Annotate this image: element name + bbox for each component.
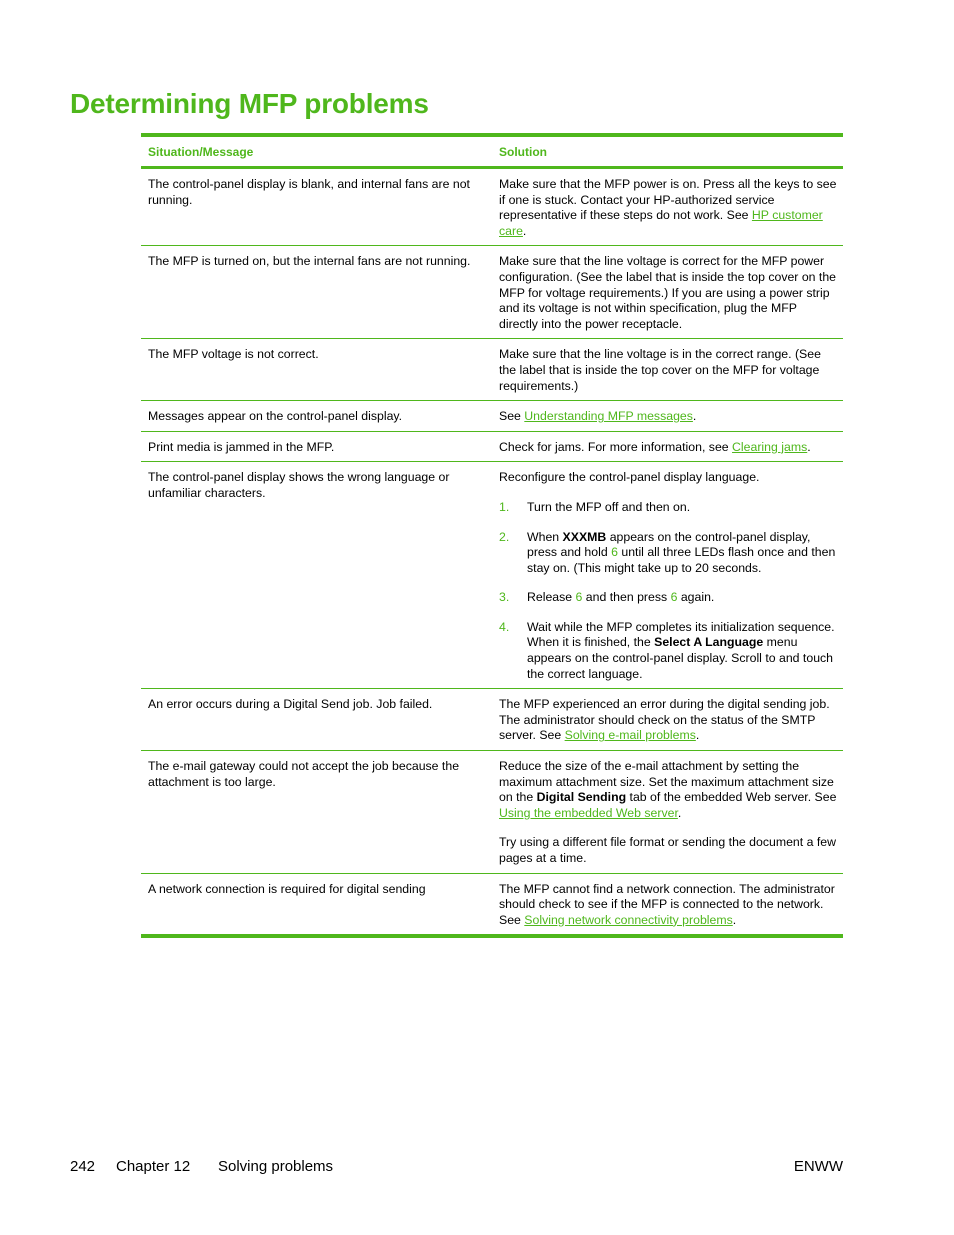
page-footer bbox=[70, 1158, 843, 1175]
table-header bbox=[141, 137, 843, 168]
situation-cell: Messages appear on the control-panel display. bbox=[148, 409, 403, 424]
steps-list bbox=[499, 500, 838, 682]
step-text bbox=[527, 590, 838, 606]
step-number: 1. bbox=[499, 499, 510, 514]
solution-text: Reduce the size of the e-mail attachment by setting the maximum attachment size. Set the maximum attachment size on the bbox=[499, 759, 834, 805]
step-number: 4. bbox=[499, 619, 510, 634]
solution-cell: Make sure that the line voltage is correct for the MFP power configuration. (See the label that is inside the top cover on the MFP for voltage requirements.) If you are using a power strip and its voltage is not within specification, plug the MFP directly into the power receptacle. bbox=[499, 254, 837, 331]
key-six: 6 bbox=[670, 590, 678, 605]
step-number: 2. bbox=[499, 529, 510, 544]
hp-customer-care-link[interactable]: HP customer care bbox=[499, 208, 823, 238]
step-text-part: until all three LEDs flash once and then stay on. (This might take up to 20 seconds. bbox=[527, 545, 836, 575]
solution-text: . bbox=[692, 409, 697, 424]
step-text-part: menu appears on the control-panel display. Scroll to and touch the correct language. bbox=[527, 635, 834, 681]
step-text bbox=[527, 530, 838, 577]
situation-cell: The MFP voltage is not correct. bbox=[148, 347, 319, 362]
situation-cell: The control-panel display is blank, and internal fans are not running. bbox=[148, 177, 470, 207]
solution-text: The MFP experienced an error during the digital sending job. The administrator should check on the status of the SMTP server. See bbox=[499, 697, 830, 743]
table-row bbox=[141, 431, 843, 462]
solution-text: . bbox=[522, 223, 527, 238]
solution-intro: Reconfigure the control-panel display language. bbox=[499, 470, 760, 485]
list-item bbox=[499, 530, 838, 577]
table-row bbox=[141, 245, 843, 338]
solution-text: . bbox=[732, 912, 737, 927]
step-text: Turn the MFP off and then on. bbox=[527, 499, 691, 514]
solving-email-problems-link[interactable]: Solving e-mail problems bbox=[564, 728, 696, 743]
list-item bbox=[499, 590, 838, 606]
step-text-part: Release bbox=[527, 590, 576, 605]
list-item bbox=[499, 500, 838, 516]
solution-cell bbox=[492, 689, 843, 750]
solution-cell bbox=[492, 751, 843, 873]
solution-cell bbox=[492, 462, 843, 688]
situation-cell: The MFP is turned on, but the internal fans are not running. bbox=[148, 254, 471, 269]
solution-cell: Make sure that the line voltage is in the correct range. (See the label that is inside the top cover on the MFP for voltage requirements.) bbox=[499, 347, 821, 393]
problems-table bbox=[141, 133, 843, 938]
table-row bbox=[141, 873, 843, 935]
solution-text: . bbox=[677, 805, 682, 820]
solution-text: . bbox=[807, 439, 811, 454]
list-item bbox=[499, 620, 838, 682]
embedded-web-server-link[interactable]: Using the embedded Web server bbox=[499, 805, 678, 820]
chapter-label: Chapter 12 bbox=[116, 1158, 191, 1175]
solution-cell bbox=[492, 874, 843, 935]
solution-text: Make sure that the MFP power is on. Press all the keys to see if one is stuck. Contact your HP-authorized service representative if these steps do not work. See bbox=[499, 177, 837, 223]
solution-text: The MFP cannot find a network connection. The administrator should check to see if the MFP is connected to the network. See bbox=[499, 881, 835, 927]
key-six: 6 bbox=[575, 590, 583, 605]
understanding-mfp-messages-link[interactable]: Understanding MFP messages bbox=[524, 409, 693, 424]
step-text-part: When bbox=[527, 529, 563, 544]
situation-cell: Print media is jammed in the MFP. bbox=[148, 439, 335, 454]
situation-cell: The control-panel display shows the wrong language or unfamiliar characters. bbox=[148, 470, 450, 500]
solution-text: See bbox=[499, 409, 525, 424]
step-text bbox=[527, 620, 838, 682]
situation-cell: The e-mail gateway could not accept the job because the attachment is too large. bbox=[148, 759, 460, 789]
situation-cell: An error occurs during a Digital Send job. Job failed. bbox=[148, 697, 433, 712]
message-code: XXXMB bbox=[562, 529, 607, 544]
table-row bbox=[141, 400, 843, 431]
solution-text: Check for jams. For more information, see bbox=[499, 439, 733, 454]
solution-cell bbox=[492, 169, 843, 245]
menu-name: Select A Language bbox=[654, 635, 764, 650]
solution-text: . bbox=[695, 728, 700, 743]
section-label: Solving problems bbox=[218, 1158, 334, 1175]
network-connectivity-link[interactable]: Solving network connectivity problems bbox=[524, 912, 733, 927]
solution-paragraph: Try using a different file format or sending the document a few pages at a time. bbox=[499, 835, 836, 865]
step-number: 3. bbox=[499, 590, 510, 605]
table-row bbox=[141, 338, 843, 400]
table-row bbox=[141, 168, 843, 245]
table-row bbox=[141, 750, 843, 873]
key-six: 6 bbox=[611, 545, 618, 560]
step-text-part: again. bbox=[677, 590, 715, 605]
tab-name: Digital Sending bbox=[536, 790, 627, 805]
table-row bbox=[141, 688, 843, 750]
page-title: Determining MFP problems bbox=[70, 88, 429, 119]
locale-label: ENWW bbox=[793, 1158, 843, 1175]
header-situation: Situation/Message bbox=[148, 144, 254, 159]
solution-cell bbox=[492, 432, 843, 462]
table-row bbox=[141, 461, 843, 688]
step-text-part: and then press bbox=[582, 590, 671, 605]
solution-cell bbox=[492, 401, 843, 431]
page-number: 242 bbox=[70, 1158, 96, 1175]
solution-text: tab of the embedded Web server. See bbox=[626, 790, 837, 805]
solution-paragraph bbox=[499, 759, 838, 821]
step-text-part: Wait while the MFP completes its initialization sequence. When it is finished, the bbox=[527, 619, 835, 650]
header-solution: Solution bbox=[499, 144, 547, 159]
step-text-part: appears on the control-panel display, press and hold bbox=[527, 529, 811, 560]
clearing-jams-link[interactable]: Clearing jams bbox=[732, 439, 808, 454]
situation-cell: A network connection is required for digital sending bbox=[148, 881, 426, 896]
